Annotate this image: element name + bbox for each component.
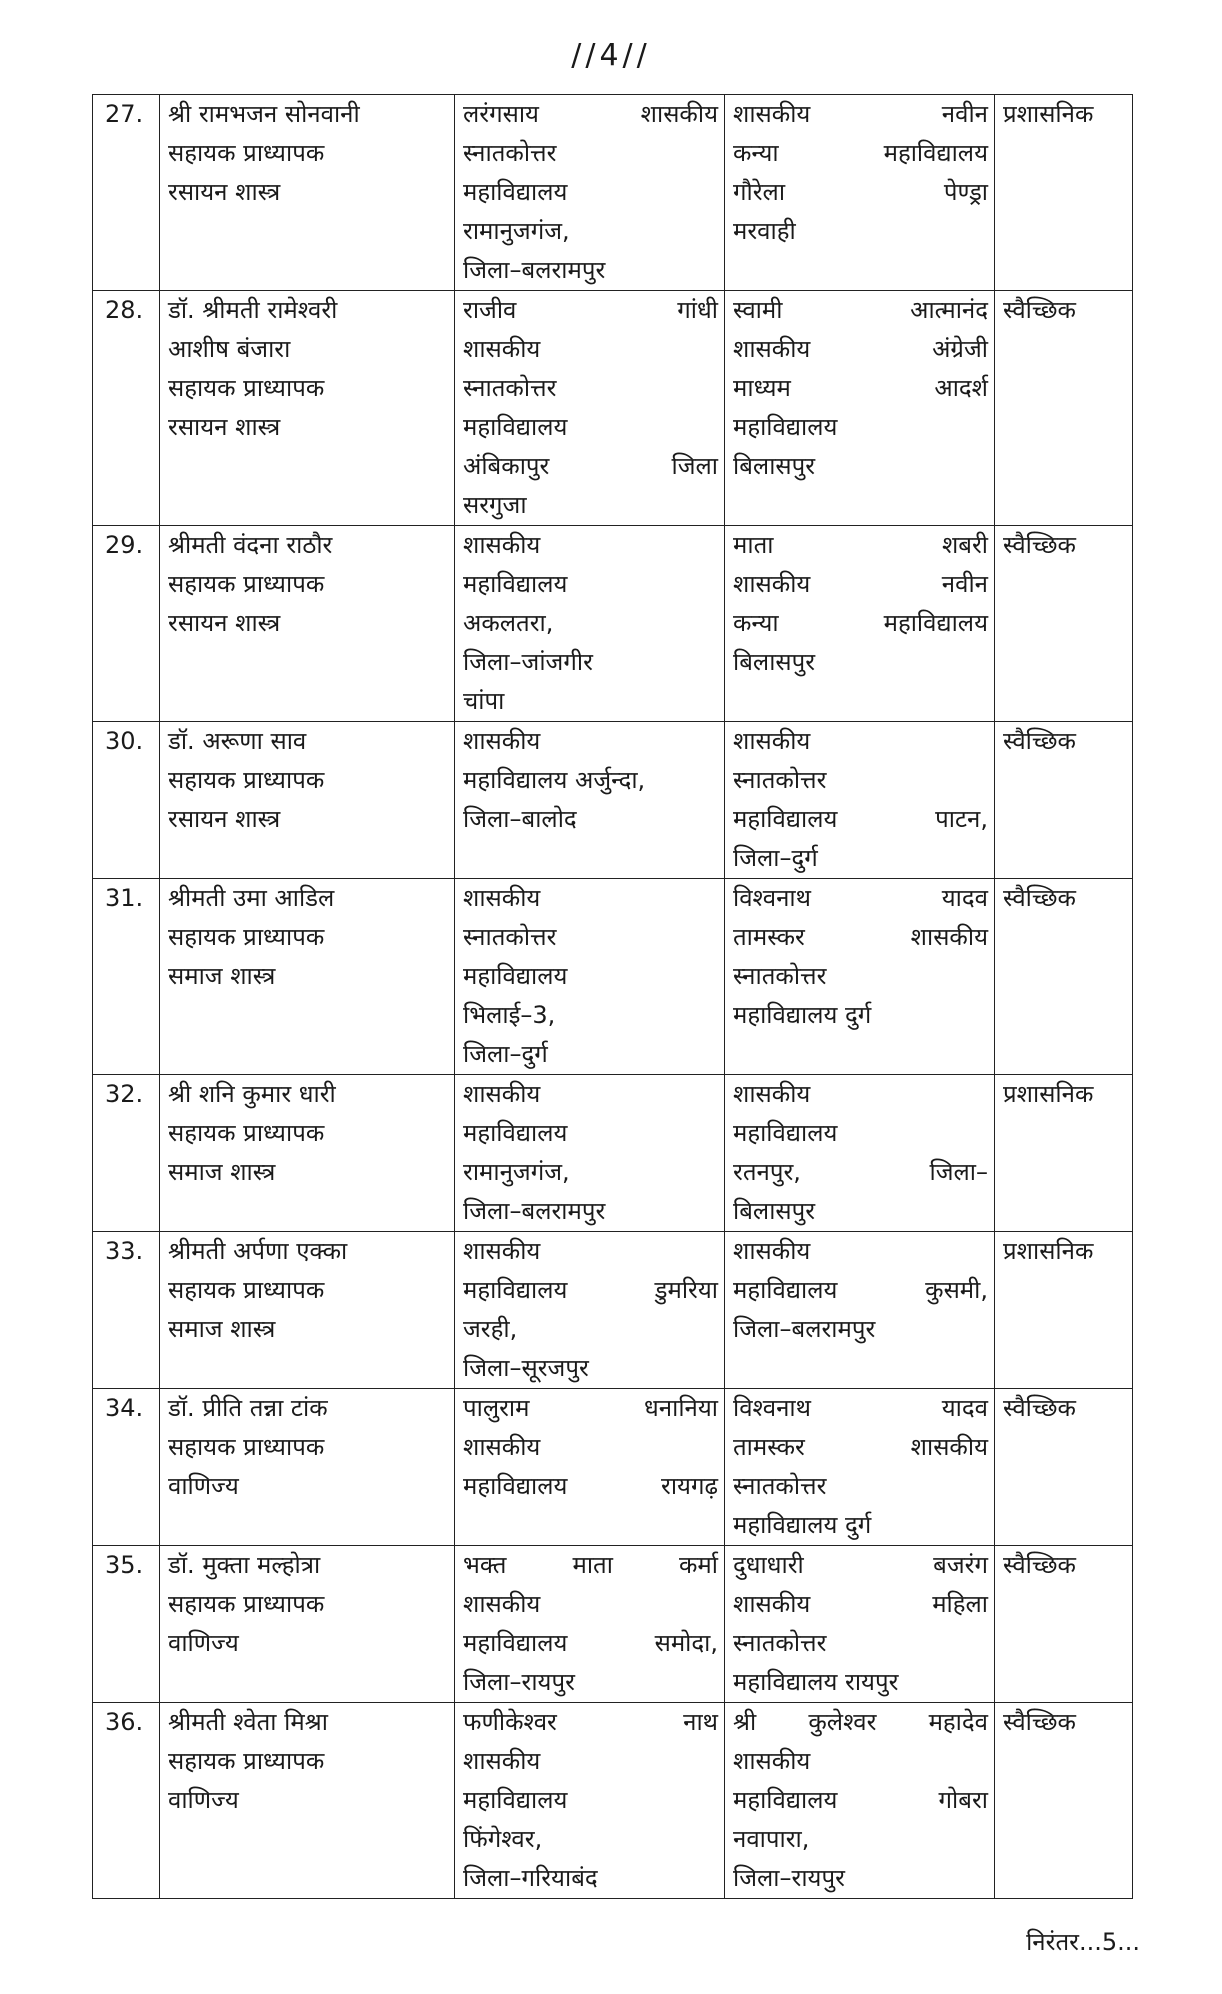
cell-line: वाणिज्य <box>168 1629 239 1657</box>
transfer-type: स्वैच्छिक <box>995 879 1133 1075</box>
cell-line: डॉ. मुक्ता मल्होत्रा <box>168 1551 321 1579</box>
cell-line: वाणिज्य <box>168 1472 239 1500</box>
transfer-table <box>92 94 1133 1899</box>
current-posting-cell <box>455 1232 725 1389</box>
transfer-type: प्रशासनिक <box>995 1075 1133 1232</box>
cell-line: अकलतरा, <box>463 609 554 637</box>
cell-line: रसायन शास्त्र <box>168 609 281 637</box>
cell-line: सहायक प्राध्यापक <box>168 374 325 402</box>
cell-line: शासकीय <box>733 1237 811 1265</box>
cell-line: श्री शनि कुमार धारी <box>168 1080 336 1108</box>
cell-line: शासकीय <box>733 1747 811 1775</box>
cell-line: जरही, <box>463 1315 518 1343</box>
current-posting-cell <box>455 291 725 526</box>
cell-line: डॉ. श्रीमती रामेश्वरी <box>168 296 338 324</box>
new-posting-cell <box>725 291 995 526</box>
current-posting-cell <box>455 1389 725 1546</box>
table-body <box>93 95 1133 1899</box>
employee-name-cell <box>160 1703 455 1899</box>
cell-line: फणीकेश्वर नाथ <box>463 1708 718 1736</box>
cell-line: बिलासपुर <box>733 452 816 480</box>
employee-name-cell <box>160 1075 455 1232</box>
table-row <box>93 95 1133 291</box>
transfer-type: स्वैच्छिक <box>995 291 1133 526</box>
cell-line: स्नातकोत्तर <box>733 1472 827 1500</box>
serial-number: 36. <box>93 1703 160 1899</box>
cell-line: भिलाई–3, <box>463 1001 556 1029</box>
cell-line: महाविद्यालय <box>463 1119 568 1147</box>
cell-line: तामस्कर शासकीय <box>733 923 988 951</box>
transfer-type: स्वैच्छिक <box>995 526 1133 722</box>
cell-line: कन्या महाविद्यालय <box>733 139 988 167</box>
new-posting-cell <box>725 1703 995 1899</box>
cell-line: गौरेला पेण्ड्रा <box>733 178 988 206</box>
cell-line: महाविद्यालय कुसमी, <box>733 1276 988 1304</box>
transfer-type: प्रशासनिक <box>995 95 1133 291</box>
cell-line: शासकीय नवीन <box>733 100 988 128</box>
cell-line: महाविद्यालय दुर्ग <box>733 1511 872 1539</box>
cell-line: सहायक प्राध्यापक <box>168 1119 325 1147</box>
employee-name-cell <box>160 95 455 291</box>
cell-line: शासकीय नवीन <box>733 570 988 598</box>
cell-line: जिला–बलरामपुर <box>463 256 606 284</box>
cell-line: जिला–रायपुर <box>463 1668 575 1696</box>
cell-line: शासकीय <box>733 727 811 755</box>
cell-line: समाज शास्त्र <box>168 962 276 990</box>
serial-number: 33. <box>93 1232 160 1389</box>
cell-line: राजीव गांधी <box>463 296 718 324</box>
cell-line: माध्यम आदर्श <box>733 374 988 402</box>
cell-line: सहायक प्राध्यापक <box>168 139 325 167</box>
cell-line: स्नातकोत्तर <box>733 766 827 794</box>
cell-line: महाविद्यालय डुमरिया <box>463 1276 718 1304</box>
cell-line: श्रीमती उमा आडिल <box>168 884 335 912</box>
cell-line: जिला–दुर्ग <box>463 1040 548 1068</box>
page-number: //4// <box>571 38 651 73</box>
cell-line: चांपा <box>463 687 505 715</box>
cell-line: श्रीमती श्वेता मिश्रा <box>168 1708 328 1736</box>
table-row <box>93 1703 1133 1899</box>
cell-line: स्वामी आत्मानंद <box>733 296 988 324</box>
table-row <box>93 526 1133 722</box>
cell-line: नवापारा, <box>733 1825 810 1853</box>
cell-line: जिला–जांजगीर <box>463 648 593 676</box>
cell-line: तामस्कर शासकीय <box>733 1433 988 1461</box>
current-posting-cell <box>455 722 725 879</box>
cell-line: लरंगसाय शासकीय <box>463 100 718 128</box>
cell-line: श्री रामभजन सोनवानी <box>168 100 360 128</box>
new-posting-cell <box>725 526 995 722</box>
cell-line: शासकीय <box>463 884 541 912</box>
cell-line: विश्वनाथ यादव <box>733 1394 988 1422</box>
transfer-type: स्वैच्छिक <box>995 1703 1133 1899</box>
cell-line: महाविद्यालय <box>733 413 838 441</box>
current-posting-cell <box>455 95 725 291</box>
cell-line: बिलासपुर <box>733 648 816 676</box>
table-row <box>93 291 1133 526</box>
cell-line: श्रीमती वंदना राठौर <box>168 531 333 559</box>
cell-line: दुधाधारी बजरंग <box>733 1551 988 1579</box>
cell-line: विश्वनाथ यादव <box>733 884 988 912</box>
cell-line: शासकीय <box>463 531 541 559</box>
new-posting-cell <box>725 1075 995 1232</box>
employee-name-cell <box>160 879 455 1075</box>
cell-line: स्नातकोत्तर <box>463 923 557 951</box>
transfer-type: स्वैच्छिक <box>995 1546 1133 1703</box>
serial-number: 35. <box>93 1546 160 1703</box>
cell-line: सहायक प्राध्यापक <box>168 1747 325 1775</box>
cell-line: श्री कुलेश्वर महादेव <box>733 1708 988 1736</box>
cell-line: जिला–गरियाबंद <box>463 1864 598 1892</box>
cell-line: महाविद्यालय अर्जुन्दा, <box>463 766 646 794</box>
cell-line: महाविद्यालय <box>463 413 568 441</box>
current-posting-cell <box>455 879 725 1075</box>
table-row <box>93 722 1133 879</box>
current-posting-cell <box>455 1546 725 1703</box>
cell-line: जिला–दुर्ग <box>733 844 818 872</box>
cell-line: महाविद्यालय दुर्ग <box>733 1001 872 1029</box>
cell-line: सरगुजा <box>463 491 527 519</box>
cell-line: शासकीय <box>463 727 541 755</box>
transfer-type: स्वैच्छिक <box>995 722 1133 879</box>
cell-line: शासकीय महिला <box>733 1590 988 1618</box>
serial-number: 28. <box>93 291 160 526</box>
table-row <box>93 1075 1133 1232</box>
employee-name-cell <box>160 526 455 722</box>
cell-line: स्नातकोत्तर <box>463 139 557 167</box>
cell-line: महाविद्यालय <box>463 1786 568 1814</box>
new-posting-cell <box>725 95 995 291</box>
cell-line: सहायक प्राध्यापक <box>168 570 325 598</box>
cell-line: वाणिज्य <box>168 1786 239 1814</box>
transfer-type: प्रशासनिक <box>995 1232 1133 1389</box>
cell-line: शासकीय अंग्रेजी <box>733 335 988 363</box>
cell-line: महाविद्यालय रायगढ़ <box>463 1472 718 1500</box>
cell-line: महाविद्यालय <box>733 1119 838 1147</box>
cell-line: शासकीय <box>463 1433 541 1461</box>
current-posting-cell <box>455 1075 725 1232</box>
new-posting-cell <box>725 1546 995 1703</box>
new-posting-cell <box>725 1389 995 1546</box>
serial-number: 29. <box>93 526 160 722</box>
cell-line: महाविद्यालय गोबरा <box>733 1786 988 1814</box>
new-posting-cell <box>725 722 995 879</box>
cell-line: रसायन शास्त्र <box>168 178 281 206</box>
cell-line: सहायक प्राध्यापक <box>168 1433 325 1461</box>
continued-footer: निरंतर...5... <box>1026 1928 1140 1956</box>
employee-name-cell <box>160 1389 455 1546</box>
cell-line: रामानुजगंज, <box>463 217 570 245</box>
cell-line: सहायक प्राध्यापक <box>168 923 325 951</box>
cell-line: भक्त माता कर्मा <box>463 1551 718 1579</box>
employee-name-cell <box>160 722 455 879</box>
cell-line: शासकीय <box>463 1080 541 1108</box>
table-row <box>93 1232 1133 1389</box>
cell-line: सहायक प्राध्यापक <box>168 1276 325 1304</box>
cell-line: जिला–बलरामपुर <box>733 1315 876 1343</box>
cell-line: रतनपुर, जिला– <box>733 1158 988 1186</box>
cell-line: जिला–बालोद <box>463 805 577 833</box>
cell-line: जिला–रायपुर <box>733 1864 845 1892</box>
employee-name-cell <box>160 1546 455 1703</box>
cell-line: डॉ. प्रीति तन्ना टांक <box>168 1394 328 1422</box>
cell-line: महाविद्यालय <box>463 570 568 598</box>
cell-line: महाविद्यालय रायपुर <box>733 1668 899 1696</box>
new-posting-cell <box>725 1232 995 1389</box>
cell-line: रसायन शास्त्र <box>168 805 281 833</box>
cell-line: पालुराम धनानिया <box>463 1394 718 1422</box>
serial-number: 30. <box>93 722 160 879</box>
current-posting-cell <box>455 526 725 722</box>
cell-line: जिला–सूरजपुर <box>463 1354 589 1382</box>
cell-line: आशीष बंजारा <box>168 335 291 363</box>
cell-line: शासकीय <box>463 1237 541 1265</box>
serial-number: 31. <box>93 879 160 1075</box>
cell-line: महाविद्यालय समोदा, <box>463 1629 718 1657</box>
serial-number: 32. <box>93 1075 160 1232</box>
cell-line: मरवाही <box>733 217 796 245</box>
cell-line: स्नातकोत्तर <box>733 1629 827 1657</box>
cell-line: समाज शास्त्र <box>168 1315 276 1343</box>
cell-line: जिला–बलरामपुर <box>463 1197 606 1225</box>
employee-name-cell <box>160 1232 455 1389</box>
cell-line: रसायन शास्त्र <box>168 413 281 441</box>
serial-number: 34. <box>93 1389 160 1546</box>
cell-line: शासकीय <box>463 1747 541 1775</box>
cell-line: शासकीय <box>733 1080 811 1108</box>
current-posting-cell <box>455 1703 725 1899</box>
cell-line: शासकीय <box>463 1590 541 1618</box>
cell-line: समाज शास्त्र <box>168 1158 276 1186</box>
table-row <box>93 879 1133 1075</box>
cell-line: शासकीय <box>463 335 541 363</box>
table-row <box>93 1546 1133 1703</box>
cell-line: कन्या महाविद्यालय <box>733 609 988 637</box>
employee-name-cell <box>160 291 455 526</box>
cell-line: महाविद्यालय <box>463 178 568 206</box>
cell-line: फिंगेश्वर, <box>463 1825 543 1853</box>
cell-line: स्नातकोत्तर <box>733 962 827 990</box>
serial-number: 27. <box>93 95 160 291</box>
cell-line: स्नातकोत्तर <box>463 374 557 402</box>
cell-line: डॉ. अरूणा साव <box>168 727 307 755</box>
cell-line: श्रीमती अर्पणा एक्का <box>168 1237 348 1265</box>
transfer-type: स्वैच्छिक <box>995 1389 1133 1546</box>
cell-line: रामानुजगंज, <box>463 1158 570 1186</box>
cell-line: बिलासपुर <box>733 1197 816 1225</box>
cell-line: महाविद्यालय पाटन, <box>733 805 988 833</box>
cell-line: अंबिकापुर जिला <box>463 452 718 480</box>
cell-line: सहायक प्राध्यापक <box>168 766 325 794</box>
table-row <box>93 1389 1133 1546</box>
cell-line: सहायक प्राध्यापक <box>168 1590 325 1618</box>
cell-line: महाविद्यालय <box>463 962 568 990</box>
new-posting-cell <box>725 879 995 1075</box>
cell-line: माता शबरी <box>733 531 988 559</box>
